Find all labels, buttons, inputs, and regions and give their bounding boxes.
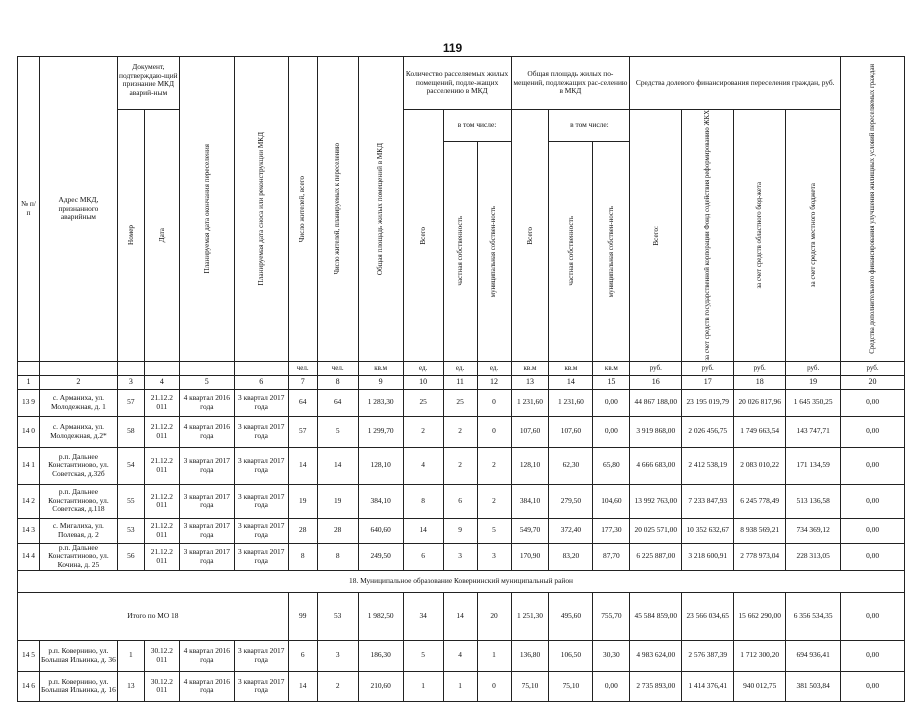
- row-cell-doc: 56: [117, 543, 144, 570]
- column-number-cell: 15: [593, 375, 630, 389]
- row-cell-fc: 23 195 019,79: [682, 389, 734, 416]
- table-row: [18, 389, 905, 416]
- row-cell-am: 104,60: [593, 484, 630, 518]
- total-cell-fl: 6 356 534,35: [786, 592, 841, 640]
- table-row: [18, 543, 905, 570]
- row-address: с. Арманиха, ул. Молодежная, д.2*: [39, 416, 117, 447]
- row-cell-cp: 3: [443, 543, 477, 570]
- row-cell-cm: 0: [477, 389, 511, 416]
- row-cell-dem: 3 квартал 2017 года: [234, 518, 288, 543]
- unit-cell: ед.: [443, 361, 477, 375]
- unit-cell: [39, 361, 117, 375]
- row-cell-rt: 14: [288, 671, 317, 701]
- row-cell-rt: 57: [288, 416, 317, 447]
- row-cell-fl: 171 134,59: [786, 447, 841, 484]
- header-doc-number: Номер: [117, 110, 144, 362]
- table-row: [18, 416, 905, 447]
- row-cell-am: 0,00: [593, 671, 630, 701]
- units-row: [18, 361, 905, 375]
- column-number-cell: 4: [144, 375, 179, 389]
- resettlement-table: [17, 56, 905, 702]
- row-cell-area: 1 283,30: [358, 389, 403, 416]
- row-cell-ct: 8: [403, 484, 443, 518]
- row-cell-cp: 4: [443, 640, 477, 671]
- row-cell-rt: 28: [288, 518, 317, 543]
- row-cell-fr: 20 026 817,96: [734, 389, 786, 416]
- column-number-cell: 3: [117, 375, 144, 389]
- row-cell-doc: 55: [117, 484, 144, 518]
- row-cell-fr: 1 712 300,20: [734, 640, 786, 671]
- unit-cell: руб.: [734, 361, 786, 375]
- row-cell-fc: 2 412 538,19: [682, 447, 734, 484]
- unit-cell: руб.: [630, 361, 682, 375]
- total-cell-am: 755,70: [593, 592, 630, 640]
- row-cell-rp: 8: [317, 543, 358, 570]
- row-cell-dem: 3 квартал 2017 года: [234, 416, 288, 447]
- table-body: [18, 57, 905, 702]
- row-cell-at: 107,60: [511, 416, 549, 447]
- column-number-cell: 6: [234, 375, 288, 389]
- row-cell-rt: 64: [288, 389, 317, 416]
- row-cell-rp: 19: [317, 484, 358, 518]
- row-cell-cm: 0: [477, 671, 511, 701]
- header-area-municipal: муниципальная собствен-ность: [593, 141, 630, 361]
- row-cell-ft: 4 666 683,00: [630, 447, 682, 484]
- row-cell-fc: 2 576 387,39: [682, 640, 734, 671]
- column-number-cell: 8: [317, 375, 358, 389]
- column-number-cell: 16: [630, 375, 682, 389]
- row-cell-doc: 54: [117, 447, 144, 484]
- row-cell-doc: 13: [117, 671, 144, 701]
- table-row: [18, 447, 905, 484]
- row-cell-fl: 143 747,71: [786, 416, 841, 447]
- row-cell-ap: 1 231,60: [549, 389, 593, 416]
- column-number-cell: 19: [786, 375, 841, 389]
- row-cell-end: 3 квартал 2017 года: [179, 543, 234, 570]
- row-address: с. Мигалиха, ул. Полевая, д. 2: [39, 518, 117, 543]
- row-cell-ct: 4: [403, 447, 443, 484]
- row-number: 14 0: [18, 416, 40, 447]
- row-cell-ap: 75,10: [549, 671, 593, 701]
- row-cell-am: 0,00: [593, 389, 630, 416]
- unit-cell: чел.: [288, 361, 317, 375]
- row-cell-fe: 0,00: [841, 416, 905, 447]
- unit-cell: [234, 361, 288, 375]
- row-cell-end: 3 квартал 2017 года: [179, 518, 234, 543]
- page-number: 119: [442, 41, 463, 55]
- unit-cell: кв.м: [593, 361, 630, 375]
- row-cell-cm: 1: [477, 640, 511, 671]
- row-cell-ft: 13 992 763,00: [630, 484, 682, 518]
- row-cell-end: 3 квартал 2017 года: [179, 447, 234, 484]
- header-doc-date: Дата: [144, 110, 179, 362]
- row-cell-cp: 1: [443, 671, 477, 701]
- row-cell-am: 30,30: [593, 640, 630, 671]
- section-title: 18. Муниципальное образование Ковернинский муниципальный район: [18, 570, 905, 592]
- header-area-private: частная собственность: [549, 141, 593, 361]
- row-cell-ct: 1: [403, 671, 443, 701]
- column-number-cell: 1: [18, 375, 40, 389]
- row-cell-at: 128,10: [511, 447, 549, 484]
- row-cell-cm: 2: [477, 484, 511, 518]
- row-cell-end: 4 квартал 2016 года: [179, 416, 234, 447]
- row-cell-fl: 734 369,12: [786, 518, 841, 543]
- header-area-total: Всего: [511, 110, 549, 362]
- row-address: с. Арманиха, ул. Молодежная, д. 1: [39, 389, 117, 416]
- column-number-cell: 9: [358, 375, 403, 389]
- total-cell-ap: 495,60: [549, 592, 593, 640]
- row-cell-fl: 228 313,05: [786, 543, 841, 570]
- row-cell-fr: 2 083 010,22: [734, 447, 786, 484]
- row-cell-dem: 3 квартал 2017 года: [234, 543, 288, 570]
- unit-cell: [18, 361, 40, 375]
- column-number-cell: 17: [682, 375, 734, 389]
- row-cell-end: 4 квартал 2016 года: [179, 640, 234, 671]
- row-number: 14 4: [18, 543, 40, 570]
- row-cell-ap: 279,50: [549, 484, 593, 518]
- total-cell-rp: 53: [317, 592, 358, 640]
- unit-cell: руб.: [786, 361, 841, 375]
- row-cell-dem: 3 квартал 2017 года: [234, 640, 288, 671]
- row-cell-fc: 7 233 847,93: [682, 484, 734, 518]
- total-label: Итого по МО 18: [18, 592, 289, 640]
- column-number-cell: 20: [841, 375, 905, 389]
- row-cell-date: 30.12.2 011: [144, 640, 179, 671]
- header-count-group: Количество расселяемых жилых помещений, подле-жащих расселению в МКД: [403, 57, 511, 110]
- row-cell-fe: 0,00: [841, 640, 905, 671]
- unit-cell: руб.: [682, 361, 734, 375]
- unit-cell: [117, 361, 144, 375]
- row-cell-end: 4 квартал 2016 года: [179, 389, 234, 416]
- row-cell-date: 21.12.2 011: [144, 484, 179, 518]
- row-cell-ft: 44 867 188,00: [630, 389, 682, 416]
- row-cell-at: 549,70: [511, 518, 549, 543]
- row-cell-fc: 1 414 376,41: [682, 671, 734, 701]
- row-cell-fc: 3 218 600,91: [682, 543, 734, 570]
- section-row: [18, 570, 905, 592]
- row-cell-cp: 9: [443, 518, 477, 543]
- table-row: [18, 671, 905, 701]
- row-cell-ap: 106,50: [549, 640, 593, 671]
- row-cell-ct: 5: [403, 640, 443, 671]
- row-number: 14 6: [18, 671, 40, 701]
- header-num: № п/ п: [18, 57, 40, 362]
- row-cell-ap: 107,60: [549, 416, 593, 447]
- row-cell-fe: 0,00: [841, 518, 905, 543]
- column-number-cell: 14: [549, 375, 593, 389]
- row-address: р.п. Дальнее Константиново, ул. Советская, д.118: [39, 484, 117, 518]
- row-cell-doc: 58: [117, 416, 144, 447]
- row-address: р.п. Ковернино, ул. Большая Ильинка, д. 36: [39, 640, 117, 671]
- row-cell-fl: 381 503,84: [786, 671, 841, 701]
- total-cell-at: 1 251,30: [511, 592, 549, 640]
- row-cell-at: 384,10: [511, 484, 549, 518]
- header-count-private: частная собственность: [443, 141, 477, 361]
- row-cell-ap: 83,20: [549, 543, 593, 570]
- column-number-cell: 7: [288, 375, 317, 389]
- header-funds-group: Средства долевого финансирования переселения граждан, руб.: [630, 57, 841, 110]
- row-number: 14 2: [18, 484, 40, 518]
- header-area-incl: в том числе:: [549, 110, 630, 142]
- row-cell-rp: 5: [317, 416, 358, 447]
- unit-cell: кв.м: [358, 361, 403, 375]
- row-cell-ap: 62,30: [549, 447, 593, 484]
- row-cell-date: 21.12.2 011: [144, 389, 179, 416]
- table-row: [18, 484, 905, 518]
- total-cell-rt: 99: [288, 592, 317, 640]
- row-cell-rt: 19: [288, 484, 317, 518]
- row-cell-area: 384,10: [358, 484, 403, 518]
- row-cell-rp: 3: [317, 640, 358, 671]
- header-area-group: Общая площадь жилых по-мещений, подлежащих рас-селению в МКД: [511, 57, 630, 110]
- row-cell-fc: 2 026 456,75: [682, 416, 734, 447]
- header-fund-corp: за счет средств государственной корпорации Фонд содействия реформированию ЖКХ: [682, 110, 734, 362]
- unit-cell: [179, 361, 234, 375]
- row-cell-cp: 2: [443, 447, 477, 484]
- row-cell-rp: 28: [317, 518, 358, 543]
- row-cell-end: 3 квартал 2017 года: [179, 484, 234, 518]
- row-cell-date: 21.12.2 011: [144, 447, 179, 484]
- row-address: р.п. Дальнее Константиново, ул. Советская, д.32б: [39, 447, 117, 484]
- row-cell-cm: 3: [477, 543, 511, 570]
- row-cell-cm: 0: [477, 416, 511, 447]
- total-cell-ct: 34: [403, 592, 443, 640]
- row-cell-fe: 0,00: [841, 543, 905, 570]
- row-cell-date: 30.12.2 011: [144, 671, 179, 701]
- row-cell-area: 249,50: [358, 543, 403, 570]
- total-cell-area: 1 982,50: [358, 592, 403, 640]
- column-numbers-row: [18, 375, 905, 389]
- unit-cell: [144, 361, 179, 375]
- row-cell-doc: 53: [117, 518, 144, 543]
- row-cell-fr: 2 778 973,04: [734, 543, 786, 570]
- row-cell-dem: 3 квартал 2017 года: [234, 447, 288, 484]
- row-cell-area: 210,60: [358, 671, 403, 701]
- row-cell-fl: 1 645 350,25: [786, 389, 841, 416]
- row-cell-am: 87,70: [593, 543, 630, 570]
- total-cell-cp: 14: [443, 592, 477, 640]
- row-cell-ct: 14: [403, 518, 443, 543]
- column-number-cell: 11: [443, 375, 477, 389]
- row-address: р.п. Дальнее Константиново, ул. Кочина, д. 25: [39, 543, 117, 570]
- column-number-cell: 12: [477, 375, 511, 389]
- row-cell-am: 177,30: [593, 518, 630, 543]
- row-number: 14 1: [18, 447, 40, 484]
- row-cell-ft: 6 225 887,00: [630, 543, 682, 570]
- row-cell-rt: 6: [288, 640, 317, 671]
- row-cell-date: 21.12.2 011: [144, 416, 179, 447]
- row-cell-fr: 940 012,75: [734, 671, 786, 701]
- row-cell-end: 4 квартал 2016 года: [179, 671, 234, 701]
- row-number: 14 3: [18, 518, 40, 543]
- header-planned-demolish: Планируемая дата сноса или реконструкции МКД: [234, 57, 288, 362]
- header-fund-extra: Средства дополнительного финансирования улучшения жилищных условий переселяемых граждан: [841, 57, 905, 362]
- row-cell-area: 186,30: [358, 640, 403, 671]
- row-cell-area: 640,60: [358, 518, 403, 543]
- row-cell-fr: 8 938 569,21: [734, 518, 786, 543]
- row-cell-area: 1 299,70: [358, 416, 403, 447]
- header-count-incl: в том числе:: [443, 110, 511, 142]
- row-cell-dem: 3 квартал 2017 года: [234, 484, 288, 518]
- row-cell-ct: 6: [403, 543, 443, 570]
- header-fund-regional: за счет средств областного бюд-жета: [734, 110, 786, 362]
- unit-cell: ед.: [403, 361, 443, 375]
- table-row: [18, 640, 905, 671]
- row-cell-fl: 513 136,58: [786, 484, 841, 518]
- row-number: 14 5: [18, 640, 40, 671]
- total-cell-ft: 45 584 859,00: [630, 592, 682, 640]
- total-cell-fr: 15 662 290,00: [734, 592, 786, 640]
- row-cell-doc: 1: [117, 640, 144, 671]
- header-total-area: Общая площадь жилых помещений в МКД: [358, 57, 403, 362]
- row-cell-ft: 4 983 624,00: [630, 640, 682, 671]
- row-cell-rt: 8: [288, 543, 317, 570]
- header-residents-total: Число жителей, всего: [288, 57, 317, 362]
- row-cell-cm: 2: [477, 447, 511, 484]
- header-residents-planned: Число жителей, планируемых к переселению: [317, 57, 358, 362]
- row-cell-rt: 14: [288, 447, 317, 484]
- row-cell-ct: 2: [403, 416, 443, 447]
- row-cell-fe: 0,00: [841, 671, 905, 701]
- row-cell-ft: 20 025 571,00: [630, 518, 682, 543]
- row-cell-cp: 6: [443, 484, 477, 518]
- column-number-cell: 2: [39, 375, 117, 389]
- row-cell-dem: 3 квартал 2017 года: [234, 389, 288, 416]
- column-number-cell: 18: [734, 375, 786, 389]
- row-cell-ft: 2 735 893,00: [630, 671, 682, 701]
- header-address: Адрес МКД, признанного аварийным: [39, 57, 117, 362]
- table-row: [18, 518, 905, 543]
- unit-cell: ед.: [477, 361, 511, 375]
- row-cell-area: 128,10: [358, 447, 403, 484]
- header-planned-end: Планируемая дата окончания переселения: [179, 57, 234, 362]
- row-cell-rp: 14: [317, 447, 358, 484]
- row-cell-fe: 0,00: [841, 389, 905, 416]
- column-number-cell: 10: [403, 375, 443, 389]
- column-number-cell: 13: [511, 375, 549, 389]
- row-cell-at: 1 231,60: [511, 389, 549, 416]
- row-cell-date: 21.12.2 011: [144, 518, 179, 543]
- row-address: р.п. Ковернино, ул. Большая Ильинка, д. 16: [39, 671, 117, 701]
- row-cell-am: 65,80: [593, 447, 630, 484]
- row-cell-cm: 5: [477, 518, 511, 543]
- unit-cell: руб.: [841, 361, 905, 375]
- row-cell-doc: 57: [117, 389, 144, 416]
- total-row: [18, 592, 905, 640]
- unit-cell: чел.: [317, 361, 358, 375]
- row-cell-am: 0,00: [593, 416, 630, 447]
- row-cell-fr: 6 245 778,49: [734, 484, 786, 518]
- row-cell-fe: 0,00: [841, 484, 905, 518]
- row-cell-at: 170,90: [511, 543, 549, 570]
- column-number-cell: 5: [179, 375, 234, 389]
- header-doc-group: Документ, подтверждаю-щий признание МКД аварий-ным: [117, 57, 179, 110]
- header-count-total: Всего: [403, 110, 443, 362]
- row-cell-dem: 3 квартал 2017 года: [234, 671, 288, 701]
- total-cell-cm: 20: [477, 592, 511, 640]
- row-cell-at: 136,80: [511, 640, 549, 671]
- row-number: 13 9: [18, 389, 40, 416]
- row-cell-at: 75,10: [511, 671, 549, 701]
- row-cell-fl: 694 936,41: [786, 640, 841, 671]
- row-cell-rp: 64: [317, 389, 358, 416]
- row-cell-fe: 0,00: [841, 447, 905, 484]
- total-cell-fe: 0,00: [841, 592, 905, 640]
- row-cell-ft: 3 919 868,00: [630, 416, 682, 447]
- total-cell-fc: 23 566 034,65: [682, 592, 734, 640]
- row-cell-cp: 25: [443, 389, 477, 416]
- row-cell-cp: 2: [443, 416, 477, 447]
- row-cell-rp: 2: [317, 671, 358, 701]
- unit-cell: кв.м: [549, 361, 593, 375]
- row-cell-fr: 1 749 663,54: [734, 416, 786, 447]
- row-cell-ct: 25: [403, 389, 443, 416]
- row-cell-ap: 372,40: [549, 518, 593, 543]
- row-cell-date: 21.12.2 011: [144, 543, 179, 570]
- header-fund-total: Всего:: [630, 110, 682, 362]
- unit-cell: кв.м: [511, 361, 549, 375]
- row-cell-fc: 10 352 632,67: [682, 518, 734, 543]
- header-count-municipal: муниципальная собствен-ность: [477, 141, 511, 361]
- header-fund-local: за счет средств местного бюджета: [786, 110, 841, 362]
